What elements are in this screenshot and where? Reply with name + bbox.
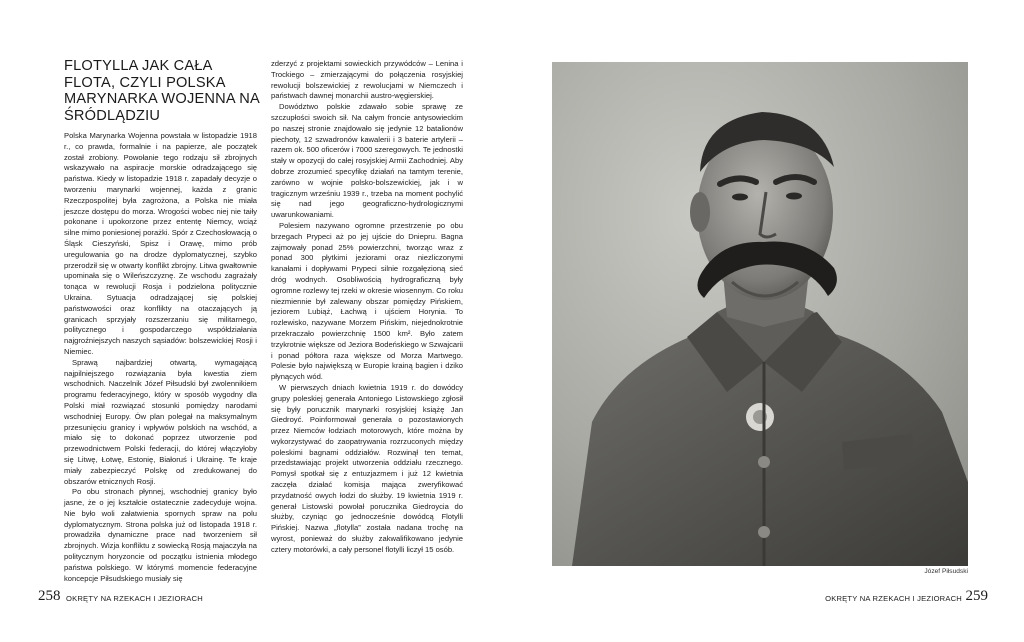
page-number-left: 258: [38, 588, 61, 604]
running-head-left: OKRĘTY NA RZEKACH I JEZIORACH: [66, 594, 203, 603]
paragraph: W pierwszych dniach kwietnia 1919 r. do dowódcy grupy poleskiej generała Antoniego Listowskiego zgłosił się były porucznik marynarki rosyjskiej książę Jan Giedroyć. Poinformował generała o pozostawionych przez Niemców łodziach motorowych, które można by wykorzystywać do zaopatrywania rozrzuconych między poleskimi bagnami oddziałów. Rozwinął ten temat, przedstawiając projekt utworzenia oddziału rzecznego. Pomysł spotkał się z entuzjazmem i już 12 kwietnia zaczęła działać komisja mająca zweryfikować przydatność owych łodzi do służby. 19 kwietnia 1919 r. generał Listowski powołał porucznika Giedroycia do służby, czyniąc go jednocześnie dowódcą Flotylli Pińskiej. Nazwa „flotylla” została nadana trochę na wyrost, ponieważ do służby zakwalifikowano jedynie cztery motorówki, a cały personel flotylli liczył 15 osób.: [271, 382, 463, 554]
paragraph: Sprawą najbardziej otwartą, wymagającą najpilniejszego rozwiązania była kwestia ziem wschodnich. Naczelnik Józef Piłsudski był zwolennikiem programu federacyjnego, który w sposób wygodny dla Polski miał rozwiązać stosunki pomiędzy narodami wschodniej Europy. Ów plan polegał na maksymalnym przesunięciu granicy i wpływów polskich na wschód, a miało się to dokonać poprzez utworzenie pod przewodnictwem Polski federacji, do której włączyłoby się Litwę, Łotwę, Estonię, Białoruś i Ukrainę. Te kraje miały zabezpieczyć Polskę od zredukowanej do obszarów etnicznych Rosji.: [64, 357, 257, 486]
running-head-right: OKRĘTY NA RZEKACH I JEZIORACH: [825, 594, 962, 603]
paragraph: Polska Marynarka Wojenna powstała w listopadzie 1918 r., co prawda, formalnie i na papierze, ale początek został zrobiony. Powołanie tego rodzaju sił zbrojnych wskazywało na aspiracje morskie odradzającego się państwa. Kiedy w listopadzie 1918 r. zapadały decyzje o tworzeniu marynarki wojennej, każda z granic Rzeczpospolitej była zagrożona, a Polska nie miała jeszcze dostępu do morza. Wrogości wobec niej nie taiły pokonane i upokorzone przez ententę Niemcy, wciąż silne mimo poniesionej porażki. Spór z Czechosłowacją o Śląsk Cieszyński, Spisz i Orawę, mimo prób uregulowania go na drodze dyplomatycznej, szybko przerodził się w otwarty konflikt zbrojny. Litwa gwałtownie upominała się o Wileńszczyznę. Ze wschodu zagrażały tonąca w rewolucji Rosja i podzielona politycznie Ukraina. Sytuacja odradzającej się polskiej państwowości oraz konflikty na otaczających ją granicach sprzyjały rozszerzaniu się militarnego, politycznego i gospodarczego współdziałania najgroźniejszych naszych sąsiadów: bolszewickiej Rosji i Niemiec.: [64, 131, 257, 356]
page-number-right: 259: [965, 588, 988, 604]
chapter-title: FLOTYLLA JAK CAŁA FLOTA, CZYLI POLSKA MARYNARKA WOJENNA NA ŚRÓDLĄDZIU: [64, 58, 260, 124]
text-column-middle: [271, 59, 463, 556]
paragraph: zderzyć z projektami sowieckich przywódców – Lenina i Trockiego – zmierzającymi do połączenia rosyjskiej rewolucji bolszewickiej z rewolucjami w Niemczech i państwach dawnej monarchii austro-węgierskiej.: [271, 59, 463, 101]
text-column-left: [64, 131, 257, 584]
portrait-illustration: [552, 62, 968, 566]
paragraph: Dowództwo polskie zdawało sobie sprawę ze szczupłości swoich sił. Na całym froncie antysowieckim po naszej stronie znajdowało się jedynie 12 batalionów piechoty, 12 szwadronów kawalerii i 3 baterie artylerii – razem ok. 500 oficerów i 7000 szeregowych. Te jednostki stały w opozycji do całej rosyjskiej Armii Zachodniej. Aby dobrze zrozumieć specyfikę działań na tamtym terenie, zarówno w wojnie polsko-bolszewickiej, jak i w tragicznym wrześniu 1939 r., trzeba na moment pochylić się nad jego geograficzno-hydrologicznymi uwarunkowaniami.: [271, 102, 463, 220]
paragraph: Po obu stronach płynnej, wschodniej granicy było jasne, że o jej kształcie ostatecznie zadecyduje wojna. Nie było woli załatwienia spornych spraw na polu dyplomatycznym. Strona polska już od listopada 1918 r. prowadziła dynamiczne prace nad tworzeniem sił zbrojnych. Wizja konfliktu z sowiecką Rosją majaczyła na politycznym horyzoncie od początku istnienia młodego państwa polskiego. W którymś momencie federacyjne koncepcje Piłsudskiego musiały się: [64, 487, 257, 583]
portrait-photo: [552, 62, 968, 566]
photo-caption: Józef Piłsudski: [924, 568, 968, 575]
paragraph: Polesiem nazywano ogromne przestrzenie po obu brzegach Prypeci aż po jej ujście do Dniepru. Bagna zajmowały ponad 25% powierzchni, tworząc wraz z ponad 300 płytkimi jeziorami oraz niezliczonymi kanałami i dopływami Prypeci silnie rozgałęzioną sieć dróg wodnych. Osobliwością hydrograficzną były ogromne rozlewy tej rzeki w okresie wiosennym. Co roku niezmiennie był zalewany obszar pomiędzy Pińskiem, jeziorem Lubiąż, Łachwą i ujściem Horynia. To rozlewisko, nazywane Morzem Pińskim, niejednokrotnie przekraczało powierzchnię 1500 km². Było zatem trzykrotnie większe od Jeziora Bodeńskiego w Szwajcarii i ponad półtora raza większe od Morza Martwego. Polesie było największą w Europie krainą bagien i dziko płynących wód.: [271, 220, 463, 382]
